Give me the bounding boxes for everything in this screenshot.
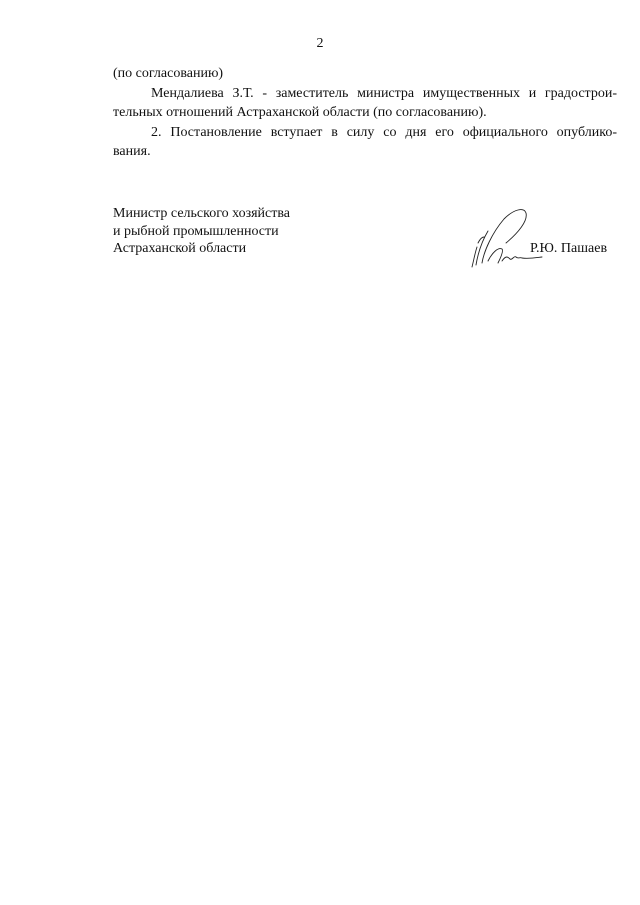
paragraph-mendalieva	[113, 84, 617, 123]
handwritten-signature	[458, 203, 558, 273]
signature-block	[113, 205, 617, 258]
text-line: Мендалиева З.Т. - заместитель министра имущественных и градострои-	[151, 85, 617, 101]
signer-title-line: и рыбной промышленности	[113, 223, 279, 239]
paragraph-item-2	[113, 123, 617, 162]
text-line: (по согласованию)	[113, 66, 224, 81]
text-line: вания.	[113, 144, 151, 159]
continuation-line	[113, 64, 617, 84]
signer-title-line: Астраханской области	[113, 241, 247, 256]
text-line: 2. Постановление вступает в силу со дня его официального опублико-	[151, 124, 617, 140]
text-line: тельных отношений Астраханской области (по согласованию).	[113, 105, 487, 120]
document-body	[113, 64, 617, 162]
signer-title-line: Министр сельского хозяйства	[113, 206, 290, 221]
signer-name: Р.Ю. Пашаев	[530, 241, 608, 256]
page-number: 2	[316, 36, 324, 51]
